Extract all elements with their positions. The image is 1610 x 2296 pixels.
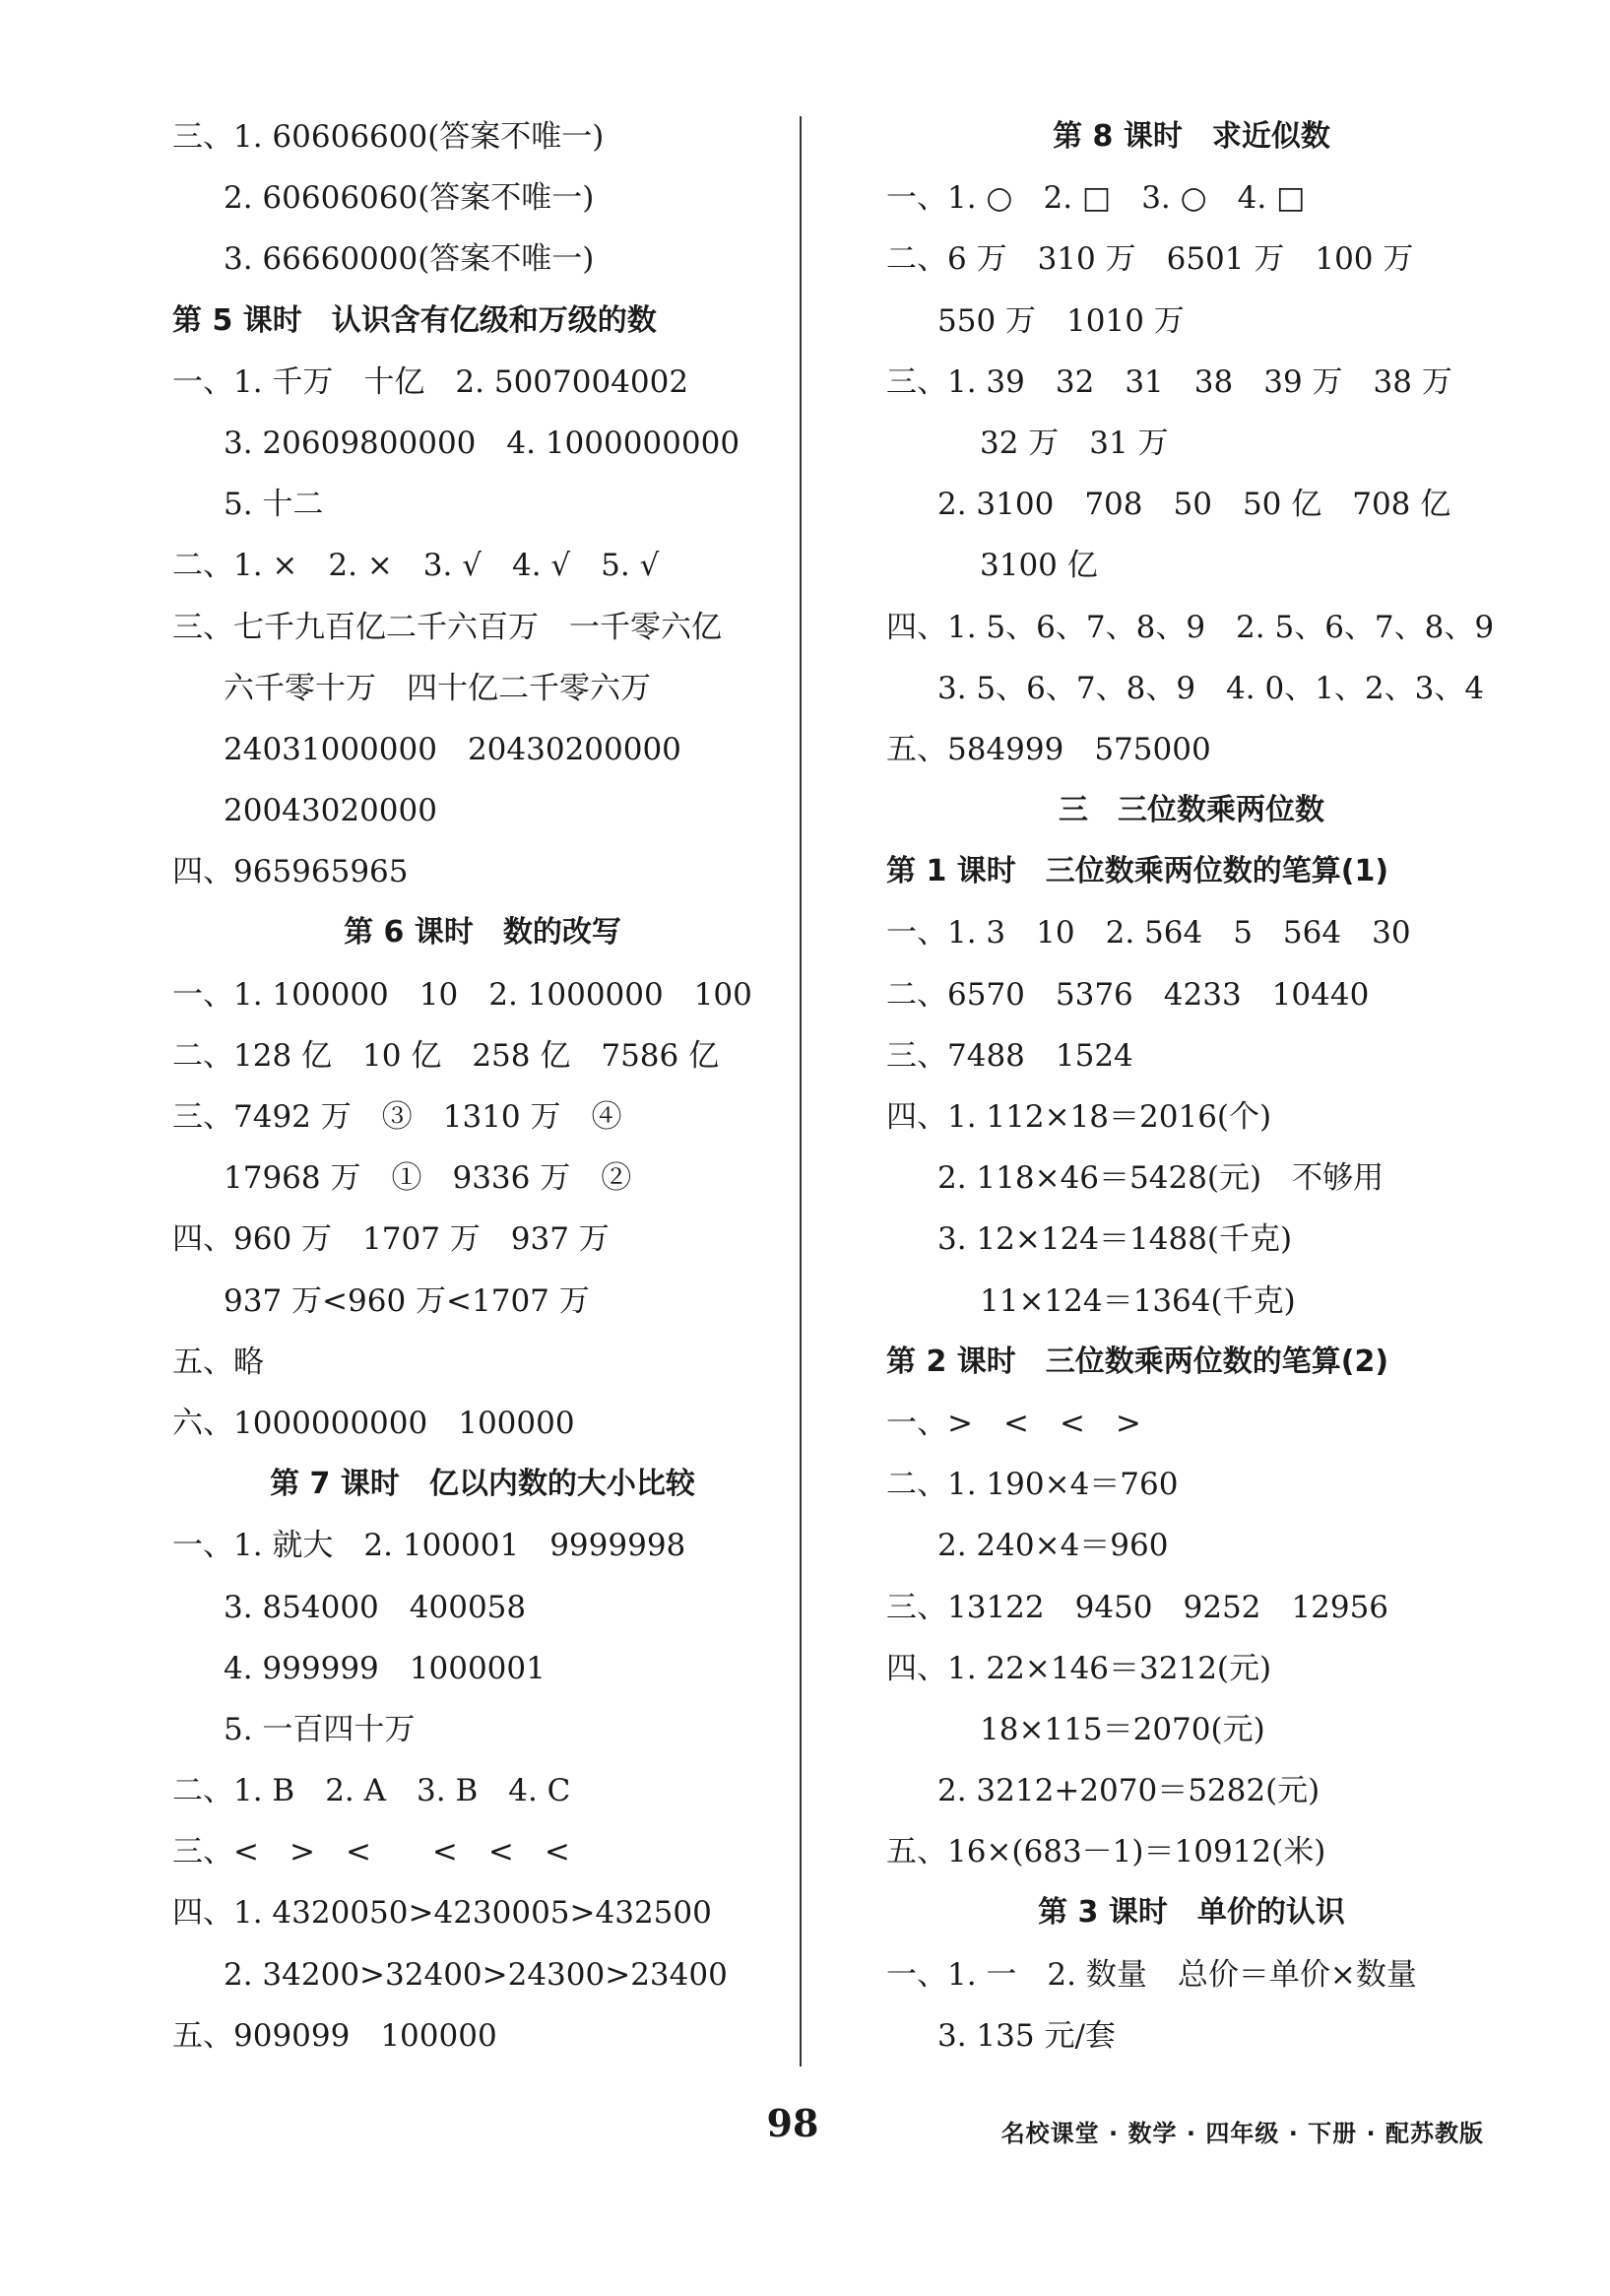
right-column (886, 106, 1497, 2066)
answer-line: 三、1. 60606600(答案不唯一) (172, 119, 605, 155)
section-heading: 第 5 课时 认识含有亿级和万级的数 (172, 302, 657, 338)
section-heading: 第 1 课时 三位数乘两位数的笔算(1) (886, 854, 1389, 889)
answer-line: 五、略 (172, 1344, 264, 1380)
answer-line: 550 万 1010 万 (937, 302, 1185, 339)
answer-line: 32 万 31 万 (980, 425, 1169, 461)
answer-line: 4. 999999 1000001 (224, 1650, 546, 1686)
answer-line: 二、6 万 310 万 6501 万 100 万 (886, 241, 1414, 278)
answer-line: 五、16×(683－1)＝10912(米) (886, 1834, 1326, 1870)
answer-line: 五、584999 575000 (886, 731, 1211, 767)
answer-line: 937 万<960 万<1707 万 (224, 1282, 590, 1319)
answer-line: 四、1. 5、6、7、8、9 2. 5、6、7、8、9 (886, 609, 1495, 645)
answer-line: 二、128 亿 10 亿 258 亿 7586 亿 (172, 1037, 720, 1074)
answer-line: 3. 5、6、7、8、9 4. 0、1、2、3、4 (937, 670, 1485, 706)
answer-line: 六千零十万 四十亿二千零六万 (224, 670, 651, 706)
answer-line: 11×124＝1364(千克) (980, 1282, 1296, 1319)
answer-line: 20043020000 (224, 793, 437, 829)
answer-line: 一、1. 一 2. 数量 总价＝单价×数量 (886, 1956, 1417, 1993)
page-number: 98 (766, 2101, 819, 2145)
answer-line: 二、1. B 2. A 3. B 4. C (172, 1773, 571, 1809)
answer-line: 二、6570 5376 4233 10440 (886, 976, 1370, 1013)
section-heading: 第 8 课时 求近似数 (1053, 119, 1330, 154)
answer-line: 三、< > < < < < (172, 1834, 570, 1870)
answer-line: 三、1. 39 32 31 38 39 万 38 万 (886, 363, 1452, 400)
answer-line: 四、960 万 1707 万 937 万 (172, 1221, 610, 1258)
answer-line: 四、1. 112×18＝2016(个) (886, 1099, 1272, 1135)
answer-line: 四、1. 22×146＝3212(元) (886, 1650, 1272, 1686)
answer-line: 一、1. 100000 10 2. 1000000 100 (172, 976, 752, 1013)
answer-line: 三、13122 9450 9252 12956 (886, 1589, 1389, 1625)
answer-line: 3100 亿 (980, 548, 1098, 584)
answer-line: 18×115＝2070(元) (980, 1711, 1265, 1747)
answer-line: 17968 万 ① 9336 万 ② (224, 1160, 632, 1197)
column-divider (800, 116, 802, 2066)
answer-line: 一、1. 3 10 2. 564 5 564 30 (886, 915, 1411, 951)
answer-line: 一、> < < > (886, 1405, 1141, 1441)
answer-line: 四、1. 4320050>4230005>432500 (172, 1895, 712, 1932)
section-heading: 第 2 课时 三位数乘两位数的笔算(2) (886, 1344, 1389, 1379)
answer-line: 三、7492 万 ③ 1310 万 ④ (172, 1099, 622, 1135)
answer-line: 一、1. 千万 十亿 2. 5007004002 (172, 363, 689, 400)
answer-line: 五、909099 100000 (172, 2017, 497, 2054)
section-heading: 第 3 课时 单价的认识 (1038, 1895, 1345, 1931)
answer-line: 5. 一百四十万 (224, 1711, 416, 1747)
section-heading: 第 6 课时 数的改写 (344, 915, 621, 951)
answer-line: 三、七千九百亿二千六百万 一千零六亿 (172, 609, 722, 645)
section-heading: 第 7 课时 亿以内数的大小比较 (270, 1467, 695, 1502)
book-footer: 名校课堂 · 数学 · 四年级 · 下册 · 配苏教版 (1000, 2120, 1484, 2147)
answer-line: 二、1. 190×4＝760 (886, 1467, 1179, 1503)
answer-line: 一、1. 就大 2. 100001 9999998 (172, 1528, 686, 1564)
answer-line: 2. 34200>32400>24300>23400 (224, 1956, 728, 1993)
answer-line: 一、1. ○ 2. □ 3. ○ 4. □ (886, 180, 1306, 217)
answer-line: 24031000000 20430200000 (224, 731, 681, 767)
answer-line: 二、1. × 2. × 3. √ 4. √ 5. √ (172, 548, 660, 584)
answer-line: 3. 135 元/套 (937, 2017, 1116, 2054)
section-heading: 三 三位数乘两位数 (1059, 793, 1324, 828)
left-column (172, 106, 793, 2066)
answer-line: 2. 60606060(答案不唯一) (224, 180, 595, 217)
answer-line: 2. 3212+2070＝5282(元) (937, 1773, 1320, 1809)
answer-line: 3. 854000 400058 (224, 1589, 527, 1625)
answer-line: 2. 240×4＝960 (937, 1528, 1169, 1564)
answer-line: 3. 66660000(答案不唯一) (224, 241, 595, 278)
answer-line: 四、965965965 (172, 854, 409, 890)
answer-line: 六、1000000000 100000 (172, 1405, 575, 1441)
answer-line: 2. 118×46＝5428(元) 不够用 (937, 1160, 1385, 1197)
answer-line: 3. 20609800000 4. 1000000000 (224, 425, 741, 461)
answer-line: 3. 12×124＝1488(千克) (937, 1221, 1293, 1258)
answer-line: 三、7488 1524 (886, 1037, 1133, 1074)
answer-line: 5. 十二 (224, 487, 324, 523)
answer-line: 2. 3100 708 50 50 亿 708 亿 (937, 487, 1451, 523)
